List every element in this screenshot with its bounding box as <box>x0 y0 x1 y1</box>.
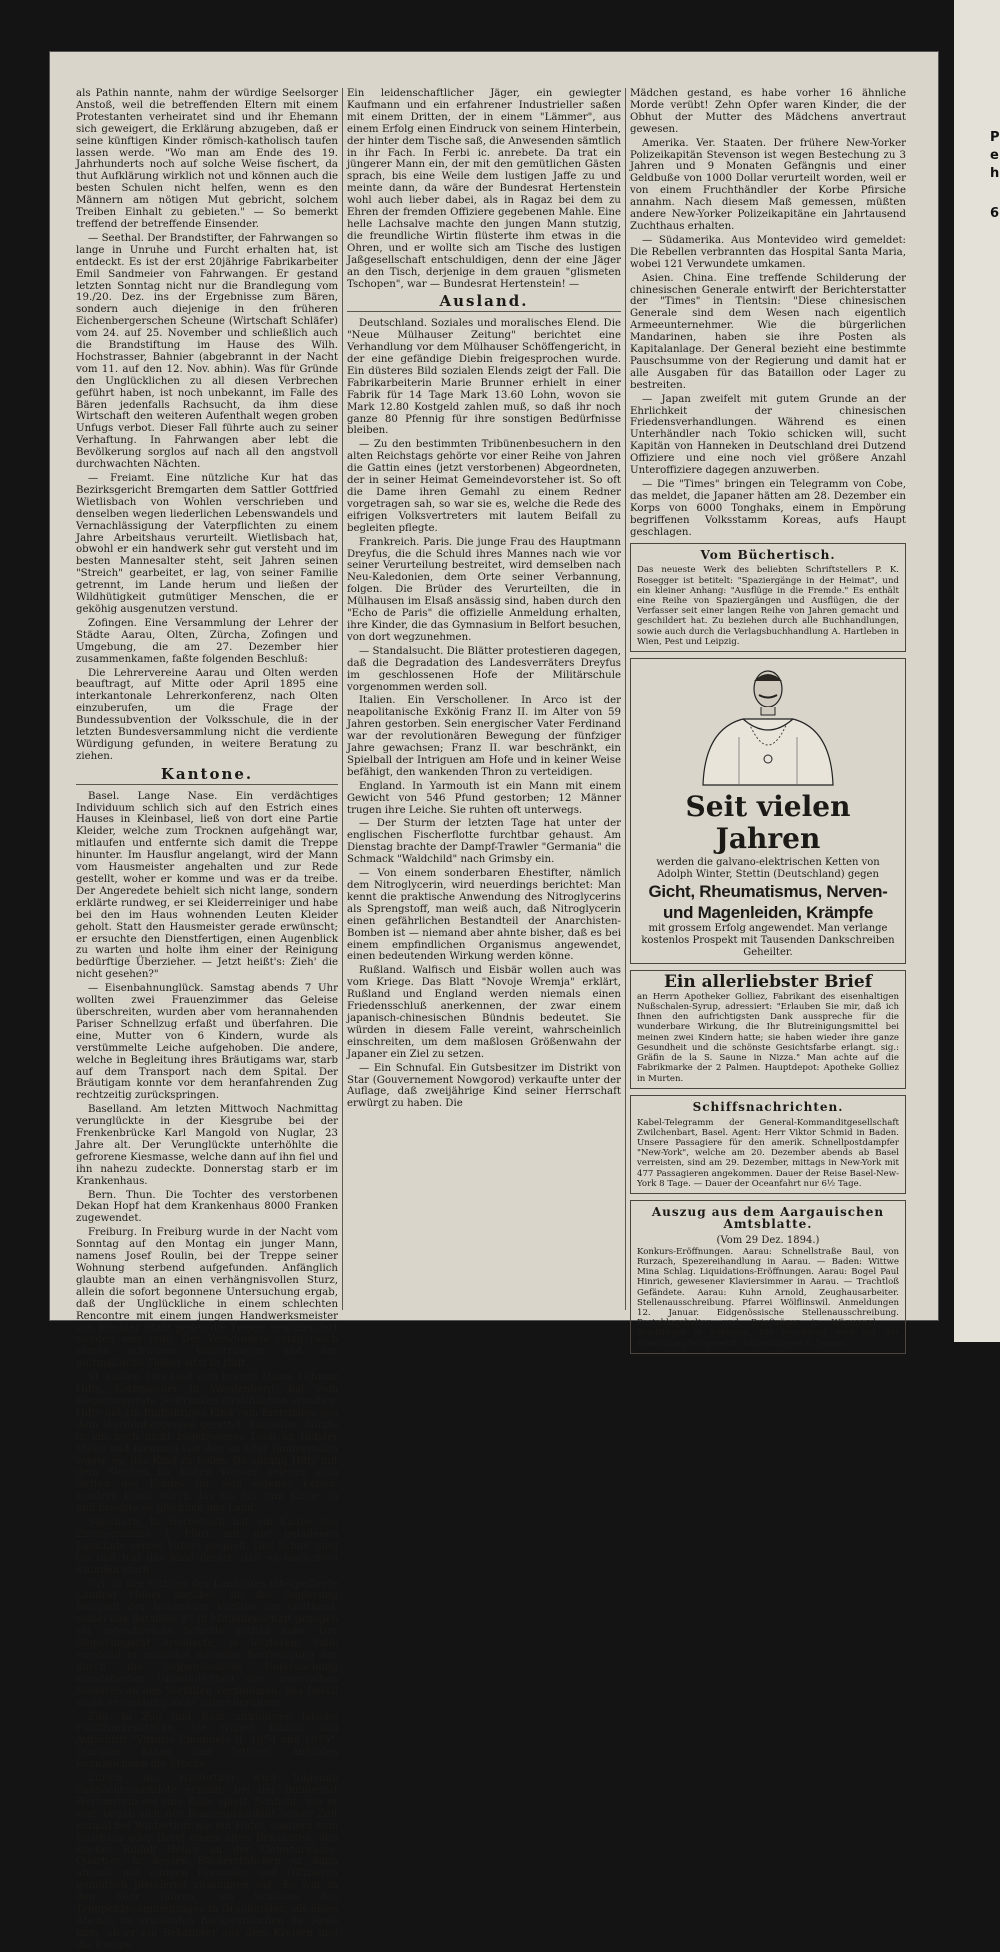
article-reichstag: — Zu den bestimmten Tribünenbesuchern in den alten Reichstags gehörte vor einer Reihe von Jahren die Gattin eines (jetzt verstorbenen) Abgeordneten, der in seiner Heimat Gemeindevorsteher ist. So oft die Dame ihren Gemahl zu einem Redner vorgetragen sah, so war sie es, welche die Rede des eifrigen Volksvertreters mit lautem Beifall zu begleiten pflegte. <box>347 439 621 534</box>
article-amerika: Amerika. Ver. Staaten. Der frühere New-Yorker Polizeikapitän Stevenson ist wegen Bestechung zu 3 Jahren und 9 Monaten Gefängnis und einer Geldbuße von 1000 Dollar verurteilt worden, weil er von einem Fruchthändler der Korbe Pfirsiche annahm. Nach diesem Maß gemessen, müßten andere New-Yorker Polizeikapitäne ein Jahrtausend Zuchthaus erhalten. <box>630 137 906 232</box>
amtsblatt-extract <box>630 1200 906 1354</box>
article-basel: Basel. Lange Nase. Ein verdächtiges Individuum schlich sich auf den Estrich eines Hauses in Kleinbasel, ließ von dort eine Partie Kleider, welche zum Trocknen aufgehängt war, mitlaufen und entfernte sich damit die Treppe hinunter. Im Hausflur angelangt, wird der Mann vom Hausmeister angehalten und zur Rede gestellt, woher er komme und was er da treibe. Der Angeredete behielt sich nicht lange, sondern erklärte rundweg, er sei Kleiderreiniger und habe bei den im Haus wohnenden Leuten Kleider geholt. Statt den Hausmeister gerade erwünscht; er ersuchte den Dienstfertigen, einen Augenblick zu warten und holte ihm einer der Reinigung bedürftige Überzieher. — Jetzt heißt's: Zieh' die nicht gesehen?" <box>76 790 338 981</box>
books-title: Vom Büchertisch. <box>700 547 836 562</box>
advert-headline: Seit vielen Jahren <box>685 789 851 855</box>
books-text: Das neueste Werk des beliebten Schriftstellers P. K. Rosegger ist betitelt: "Spaziergänge in der Heimat", und ein kleiner Anhang: "Ausflüge in die Fremde." Es enthält eine Reihe von Spaziergängen und Ausflügen, die der Verfasser seit einer langen Reihe von Jahren gemacht und geschildert hat. Zu beziehen durch alle Buchhandlungen, sowie auch durch die Verlagsbuchhandlung A. Hartleben in Wien, Pest und Leipzig. <box>637 565 899 647</box>
advert-golliez <box>630 970 906 1089</box>
article-nitroglycerin: — Von einem sonderbaren Ehestifter, nämlich dem Nitroglycerin, wird neuerdings berichtet: Man kennt die praktische Anwendung des Nitroglycerins als Sprengstoff, man weiß auch, daß Nitroglycerin einen gefährlichen Bestandteil der Anarchisten-Bomben ist — niemand aber ahnte bisher, daß es bei einem empfindlichen Organismus angewendet, einen bedeutenden Wirkung werden könne. <box>347 868 621 963</box>
article-russland: Rußland. Walfisch und Eisbär wollen auch was vom Kriege. Das Blatt "Novoje Wremja" erklärt, Rußland und England werden niemals einen Friedensschluß anerkennen, der zwar einem japanisch-chinesischen Bündnis bedeutet. Sie würden in diesem Falle vereint, wahrscheinlich einschreiten, um dem maßlosen Größenwahn der Japaner ein Ziel zu setzen. <box>347 965 621 1060</box>
shipping-title: Schiffsnachrichten. <box>692 1099 844 1114</box>
column-rule <box>625 88 626 1310</box>
article-asien: Asien. China. Eine treffende Schilderung der chinesischen Generale entwirft der Berichterstatter der "Times" in Tientsin: "Diese chinesischen Generale sind dem Wesen nach eigentlich Armeeunternehmer. Wie die bürgerlichen Mandarinen, haben sie ihre Posten als Kapitalanlage. Der General bezieht eine bestimmte Pauschsumme von der Regierung und damit hat er alle Ausgaben für das Bataillon oder Lager zu bestreiten. <box>630 272 906 391</box>
advert-winter-ketten <box>630 658 906 964</box>
article-freiamt: — Freiamt. Eine nützliche Kur hat das Bezirksgericht Bremgarten dem Sattler Gottfried Wietlisbach von Wohlen verschrieben und denselben wegen liederlichen Lebenswandels und Vernachlässigung der Vaterpflichten zu einem Jahre Arbeitshaus verurteilt. Wietlisbach hat, obwohl er ein handwerk sehr gut versteht und im besten Mannesalter steht, seit Jahren seinen "Streich" gearbeitet, er lag, von seiner Familie getrennt, im Lande herum und ließen der Wildhütigkeit gutmütiger Menschen, die er geköhig ausgenutzen verstund. <box>76 473 338 615</box>
newspaper-page <box>50 52 938 1951</box>
article-suedamerika: — Südamerika. Aus Montevideo wird gemeldet: Die Rebellen verbrannten das Hospital Santa Maria, wobei 121 Verwundete umkamen. <box>630 234 906 270</box>
page-gap <box>946 0 954 1342</box>
amtsblatt-text: Konkurs-Eröffnungen. Aarau: Schnellstraße Baul, von Rurzach, Spezereihandlung in Aarau. — Baden: Wittwe Mina Schlag. Liquidations-Eröffnungen. Aarau: Bogel Paul Hinrich, gewesener Klaviersimmer in Aarau. — Trachtloß Gefändete. Aarau: Kuhn Arnold, Zeughausarbeiter. Stellenausschreibung. Pfarrei Wölflinswil. Anmeldungen 12. Januar. Eidgenössische Stellenausschreibung. Postablagehalter und Briefträger in Wägenwyl. — Briefträger in Zofingen. Die Besoldung wird mit der Ernennung festgesetzt. Anmeldungen 8. Januar. <box>637 1246 899 1349</box>
article-england: England. In Yarmouth ist ein Mann mit einem Gewicht von 546 Pfund gestorben; 12 Männer trugen ihre Leiche. Sie ruhten oft unterwegs. <box>347 780 621 816</box>
article-italien: Italien. Ein Verschollener. In Arco ist der neapolitanische Exkönig Franz II. im Alter von 59 Jahren gestorben. Sein energischer Vater Ferdinand war der revolutionären Bewegung der fünfziger Jahre gewachsen; Franz II. war beschränkt, ein Spielball der Intriguen am Hofe und in keiner Weise befähigt, den wankenden Thron zu verteidigen. <box>347 695 621 778</box>
books-box <box>630 543 906 653</box>
article-st-gallen: St. Gallen. Das Lied vom braven Mann. Othmar Hilty, Korbmacher in Werdenberg, hat vom Regierungsrate 30 Franken Gratifikation erhalten. Hilty hat ein fünfjähriges Kind vom Erstrinken aus dem Werdenbergersee gerettet. Dasselbe stürzte in ein noch nicht zugefrorenes Loch an tiefster Stelle und niemand von den an Ufer Jammernden wagte es, das Kind zu holen. Da sprang Hilty mit dem Stecken im kalten Wasser gelegen zum Retten des Kindes für sein eigenes Leben, sondern brach durch das Eis bis zum Kinde zu und brachte es glücklich ans Land. <box>76 1372 338 1515</box>
article-zuerich: Zürich. Aus Winterthur wird folgende Faßnachtsanekdote erzählt: bei der Bundesrat Hertenstein sei eine Rolle spielt: Schlicht, wie er war, begab sich der Bundespräsident seiner Zeit einmal bei Winterthur nie ein Hotel, sondern vom Gasthaus oder Hotel einem alten Bekannten, den Bäcker Rudolf Heller an der Untertorgasse, Quartier, in dessen Bäckerstübchen er dann abends mit einigen Freunden und Offizieren gemütlich plaudernd zusammen saß. Es war in den 80er Jahren, am Schlusse des Truppenzusammenzuges in Graubünden, als eines Abends im erwähnten Bäckerstübchen die Rede kam, ob er ein Bekannter aus dem Kreisen und die Kneipe. <box>76 1773 338 1951</box>
man-illustration <box>637 667 899 789</box>
article-uri: Uri. In der Sitzung des Landrates interpellierte Landrat Huber darüber, ob die Regierung beispielt der bekannten Vorfälle am Gotthard, wobei das Bataillon 87 in Mitleidenschaft gezogen sei, irgendwelche Schritte gethan habe. Der Regierungsrat erwiderte, in letzterem Falle empfand er zunächst dasselbe Befriedigung der durch die eidgenössische Untersuchung konstatierten Unbeteiligtheit der urnerischen Soldaten an den Vorfällen vernommen, das Detail wolle er vorläufig nicht näher berühren. <box>76 1578 338 1709</box>
article-frankreich: Frankreich. Paris. Die junge Frau des Hauptmann Dreyfus, die die Schuld ihres Mannes nach wie vor seiner Verurteilung bestreitet, wird demselben nach Neu-Kaledonien, dem Orte seiner Verbannung, folgen. Die Brüder des Verurteilten, die in Mülhausen im Elsaß ansässig sind, haben durch den "Echo de Paris" die offizielle Anmeldung erhalten, ihre Kinder, die das Gymnasium in Belfort besuchen, von dort wegzunehmen. <box>347 536 621 643</box>
article-zofingen: Zofingen. Eine Versammlung der Lehrer der Städte Aarau, Olten, Zürcha, Zofingen und Umgebung, die am 27. Dezember hier zusammenkamen, faßte folgenden Beschluß: <box>76 617 338 665</box>
article-bern: Bern. Thun. Die Tochter des verstorbenen Dekan Hopf hat dem Krankenhaus 8000 Franken zugewendet. <box>76 1189 338 1225</box>
edge-letter: P <box>990 130 1000 145</box>
section-heading-ausland: Ausland. <box>347 296 621 312</box>
amtsblatt-date: (Vom 29 Dez. 1894.) <box>716 1234 820 1246</box>
article-seethal: — Seethal. Der Brandstifter, der Fahrwangen so lange in Unruhe und Furcht erhalten hat, ist entdeckt. Es ist der erst 20jährige Fabrikarbeiter Emil Sandmeier von Fahrwangen. Er gestand letzten Sonntag nicht nur die Brandlegung vom 19./20. Dez. ins der Ergebnisse zum Bären, sondern auch diejenige in den früheren Eichenbergerschen Scheune (Wirtschaft Schläfer) vom 24. auf 25. November und schließlich auch die Brandstiftung im Hause des Wilh. Hochstrasser, Bahnier (abgebrannt in der Nacht vom 11. auf den 12. Nov. abhin). Was für Gründe den Unglücklichen zu all diesen Verbrechen geführt haben, ist noch unbekannt, im Falle des Bären jedenfalls Rachsucht, da ihm diese Wirtschaft den weiteren Aufenthalt wegen groben Unfugs verbot. Dieser Fall führte auch zu seiner Verhaftung. In Fahrwangen aber lebt die Bevölkerung sorglos auf nach all den angstvoll durchwachten Nächten. <box>76 232 338 471</box>
shipping-text: Kabel-Telegramm der General-Kommanditgesellschaft Zwilchenbart, Basel. Agent: Herr Viktor Schmid in Baden. Unsere Passagiere für den amerik. Schnellpostdampfer "New-York", welche am 20. Dezember abends ab Basel verreisten, sind am 29. Dezember, mittags in New-York mit 477 Passagieren angekommen. Dauer der Reise Basel-New-York 8 Tage. — Dauer der Oceanfahrt nur 6½ Tage. <box>637 1117 899 1189</box>
article-scheusal: — Ein Schnufal. Ein Gutsbesitzer im Distrikt von Star (Gouvernement Nowgorod) verkaufte unter der Auflage, daß zweijährige Kind seiner Herrschaft erwürgt zu haben. Die <box>347 1062 621 1110</box>
article-eisenbahnunglueck: — Eisenbahnunglück. Samstag abends 7 Uhr wollten zwei Frauenzimmer das Geleise überschreiten, wurden aber vom herannahenden Pariser Schnellzug erfaßt und überfahren. Die eine, Mutter von 6 Kindern, wurde als verstümmelte Leiche aufgehoben. Die andere, welche in Begleitung ihres Bräutigams war, starb auf dem Transport nach dem Spital. Der Bräutigam konnte vor dem heranfahrenden Zug rechtzeitig zurückspringen. <box>76 983 338 1102</box>
article-paragraph: Ein leidenschaftlicher Jäger, ein gewiegter Kaufmann und ein erfahrener Industrieller saßen mit einem Dritten, der in einem "Lämmer", aus einem Erfolg einen Eindruck von seinem Hinterbein, der hinter dem Tische saß, die Anwesenden sämtlich in ihr Fach. In Ferbi ic. anrebete. Da trat ein jüngerer Mann ein, der mit den gemütlichen Gästen sprach, bis eine Weile dem lustigen Jaffe zu und meinte dann, da wäre der Bundesrat Hertenstein wohl auch lieber dabei, als in Ragaz bei dem zu Ehren der fremden Offiziere gegebenen Mahle. Eine helle Lachsalve machte den jungen Mann stutzig, die freundliche Wirtin flüsterte ihm etwas in die Ohren, und er wollte sich am Tische des lustigen Jaßgesellschaft entschuldigen, denn der eine Jäger an den Tisch, derjenige in dem grauen "glismeten Tschopen", war — Bundesrat Hertenstein! — <box>347 88 621 290</box>
article-skandalsucht: — Standalsucht. Die Blätter protestieren dagegen, daß die Degradation des Landesverräters Dreyfus im geschlossenen Hofe der Militärschule vorgenommen werden soll. <box>347 645 621 693</box>
shipping-news <box>630 1095 906 1194</box>
article-times: — Die "Times" bringen ein Telegramm von Cobe, das meldet, die Japaner hätten am 28. Dezember ein Korps von 6000 Tonghaks, einem in Empörung begriffenen Volksstamm Koreas, aufs Haupt geschlagen. <box>630 479 906 538</box>
advert-brief-title: Ein allerliebster Brief <box>663 971 873 992</box>
column-left <box>76 88 338 1951</box>
article-japan: — Japan zweifelt mit gutem Grunde an der Ehrlichkeit der chinesischen Friedensverhandlungen. Während es einen Unterhändler nach Tokio schicken will, sucht Kapitän von Hanneken in Deutschland drei Dutzend Offiziere und eine noch viel größere Anzahl Unteroffiziere dagegen anzuwerben. <box>630 393 906 477</box>
article-paragraph: Die Lehrervereine Aarau und Olten werden beauftragt, auf Mitte oder April 1895 eine interkantonale Lehrerkonferenz, nach Olten einzuberufen, um die Frage der Bundessubvention der Volksschule, die in der letzten Bundesversammlung nicht die verdiente Würdigung gefunden, in weitere Beratung zu ziehen. <box>76 667 338 762</box>
advert-tail: mit grossem Erfolg angewendet. Man verlange kostenlos Prospekt mit Tausenden Dankschreiben Geheilter. <box>641 922 895 958</box>
article-solothurn: Solothurn. In Herbetswil hat ein Knabe des Zimmermanns J. Fluri mit der geladenen Jagdflinte seines Vaters gespielt. Der Schuß ging los und traf das Kind derart, daß es nach zwei Stunden starb. <box>76 1517 338 1576</box>
man-figure-icon <box>683 667 853 785</box>
advert-brief-text: an Herrn Apotheker Golliez, Fabrikant des eisenhaltigen Nußschalen-Syrup, adressiert: "Erlauben Sie mir, daß ich Ihnen den aufrichtigsten Dank ausspreche für die wunderbare Wirkung, die Ihr Blutreinigungsmittel bei meinen zwei Kindern hatte; sie haben wieder ihre ganze Gesundheit und die schönste Gesichtsfarbe erlangt. sig.: Gräfin de la S. Saune in Nizza." Man achte auf die Fabrikmarke der 2 Palmen. Hauptdepot: Apotheke Golliez in Murten. <box>637 991 899 1084</box>
article-freiburg: Freiburg. In Freiburg wurde in der Nacht vom Sonntag auf den Montag ein junger Mann, namens Josef Roulin, bei der Treppe seiner Wohnung sterbend aufgefunden. Anfänglich glaubte man an einen verhängnisvollen Sturz, allein die sofort begonnene Untersuchung ergab, daß der Unglückliche in einem schlechten Rencontre mit einem jungen Handwerksmeister von hiesiger Stadt gegen die Treppe geschleudert worden sein muß. Der Verwundete erlag rasch seinen schweren Verletzungen und der mutmaßliche Thäter sitzt in Haft. <box>76 1227 338 1370</box>
edge-letter: 6 <box>990 206 1000 221</box>
advert-big-line-2: und Magenleiden, Krämpfe <box>662 902 874 922</box>
column-middle <box>347 88 621 1310</box>
adjacent-page-edge <box>946 0 1000 1342</box>
article-paragraph: als Pathin nannte, nahm der würdige Seelsorger Anstoß, weil die betreffenden Eltern mit einem Protestanten verheiratet sind und ihr Ehemann sich geweigert, die Erklärung abzugeben, daß er seine künftigen Kinder römisch-katholisch taufen lassen werde. "Wo man am Ende des 19. Jahrhunderts noch auf solche Weise fischert, da thut Aufklärung wirklich not und können auch die besten Schulen nicht helfen, wenn es den Männern am nötigen Mut gebricht, solchem Treiben Einhalt zu gebieten." — So bemerkt treffend der betreffende Einsender. <box>76 88 338 230</box>
article-fischerflotte: — Der Sturm der letzten Tage hat unter der englischen Fischerflotte furchtbar gehaust. Am Dienstag brachte der Dampf-Trawler "Germania" die Schmack "Waldchild" nach Grimsby ein. <box>347 818 621 866</box>
column-right <box>630 88 906 1349</box>
article-zug: Zug. In Zug und Baar zirkulieren falsche Fünffrankenstücke. Sie tragen Bildnis und Aufschrift "Vittorio Emanuele II. 1874 und 1875". Dumpfer Klang und fettiges Anfühlen kennzeichnen die Stücke. <box>76 1711 338 1771</box>
amtsblatt-title: Auszug aus dem Aargauischen Amtsblatte. <box>651 1205 885 1231</box>
section-heading-kantone: Kantone. <box>76 769 338 785</box>
column-rule <box>342 88 343 1310</box>
advert-subtext: werden die galvano-elektrischen Ketten von Adolph Winter, Stettin (Deutschland) gegen <box>656 856 880 880</box>
article-paragraph: Mädchen gestand, es habe vorher 16 ähnliche Morde verübt! Zehn Opfer waren Kinder, die der Obhut der Mutter des Mädchens anvertraut gewesen. <box>630 88 906 135</box>
advert-big-line-1: Gicht, Rheumatismus, Nerven- <box>648 881 888 901</box>
article-baselland: Baselland. Am letzten Mittwoch Nachmittag verunglückte in der Kiesgrube bei der Frenkenbrücke Karl Mangold von Nuglar, 23 Jahre alt. Der Verunglückte unterhöhlte die gefrorene Kiesmasse, welche dann auf ihn fiel und ihn nahezu zudeckte. Donnerstag starb er im Krankenhaus. <box>76 1104 338 1187</box>
edge-letter: e <box>990 148 999 163</box>
article-deutschland: Deutschland. Soziales und moralisches Elend. Die "Neue Mülhauser Zeitung" berichtet eine Verhandlung vor dem Mülhauser Schöffengericht, in der eine gefändige Diebin freigesprochen wurde. Ein düsteres Bild sozialen Elends zeigt der Fall. Die Fabrikarbeiterin Marie Brunner erhielt in einer Fabrik für 14 Tage Mark 13.60 Lohn, wovon sie Mark 12.80 Kostgeld zahlen muß, so daß ihr noch ganze 80 Pfennig für ihre sonstigen Bedürfnisse bleiben. <box>347 318 621 437</box>
edge-letter: h <box>990 166 1000 181</box>
